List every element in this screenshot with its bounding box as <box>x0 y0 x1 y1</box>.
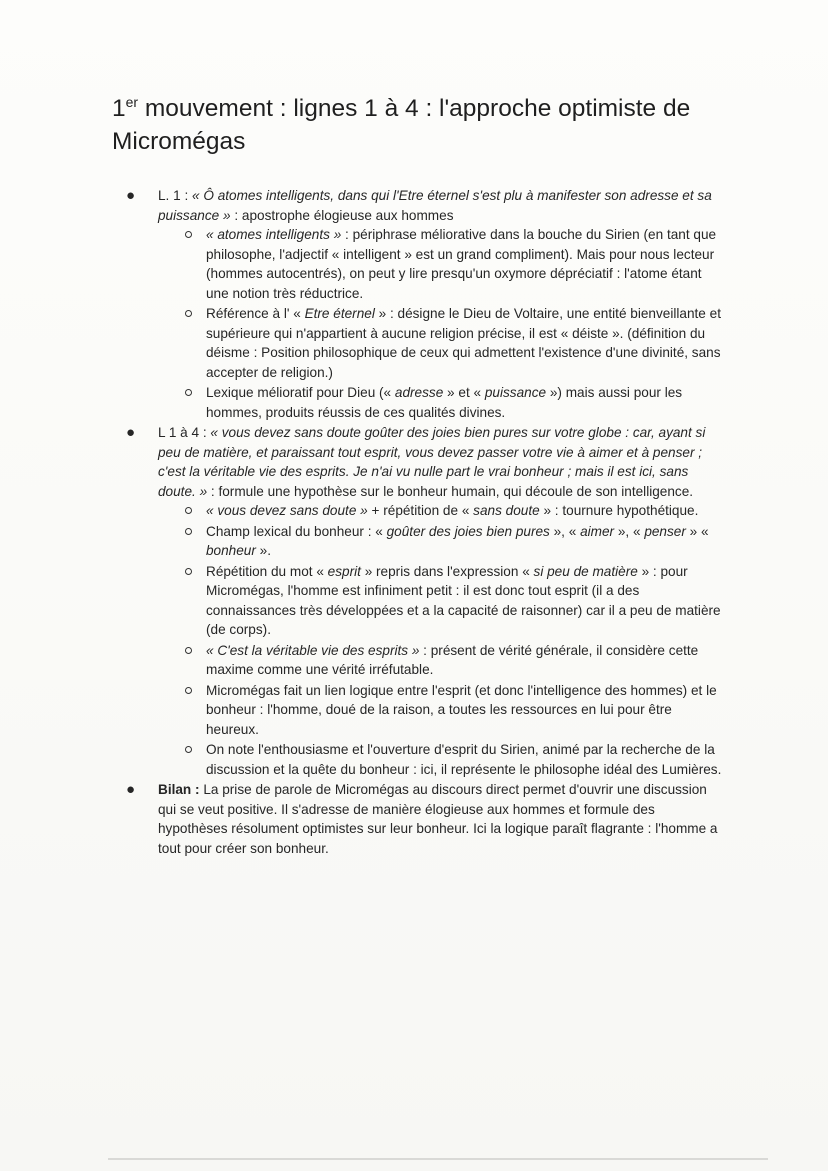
title-prefix: 1 <box>112 95 126 122</box>
text-segment: », « <box>614 523 645 539</box>
quotation: « Ô atomes intelligents, dans qui l'Etre éternel s'est plu à manifester son adresse et sa puissance » <box>158 188 712 223</box>
page-title <box>112 92 752 158</box>
bullet-icon: ● <box>126 781 136 798</box>
text-segment: Répétition du mot « <box>206 563 328 579</box>
text-segment: » : pour Micromégas, l'homme est infiniment petit : il est donc tout esprit (il a des connaissances très développées et a la capacité de raisonner) car il a peu de matière (de corps). <box>206 563 721 637</box>
hollow-bullet-icon <box>185 647 192 654</box>
bullet-icon: ● <box>126 187 136 204</box>
quoted-term: « vous devez sans doute » <box>206 503 368 518</box>
quoted-term: adresse <box>394 385 444 400</box>
hollow-bullet-icon <box>185 310 192 317</box>
quoted-term: esprit <box>327 563 361 579</box>
quoted-term: « C'est la véritable vie des esprits » <box>206 642 420 658</box>
sub-bullet-item <box>206 304 724 382</box>
sub-bullet-item <box>206 383 724 422</box>
quoted-term: si peu de matière <box>533 563 638 579</box>
text-segment: » et « <box>443 385 485 400</box>
text-segment: Lexique mélioratif pour Dieu (« <box>206 385 395 400</box>
commentary: : formule une hypothèse sur le bonheur humain, qui découle de son intelligence. <box>207 483 694 499</box>
hollow-bullet-icon <box>185 507 192 514</box>
bullet-item <box>124 186 724 422</box>
hollow-bullet-icon <box>185 389 192 396</box>
sub-bullet-item <box>206 522 724 561</box>
commentary: : apostrophe élogieuse aux hommes <box>230 207 454 223</box>
text-segment: : présent de vérité générale, il considère cette maxime comme une vérité irréfutable. <box>206 642 699 677</box>
sub-bullet-list <box>158 501 724 779</box>
quoted-term: « atomes intelligents » <box>206 227 342 242</box>
hollow-bullet-icon <box>185 528 192 535</box>
text-segment: », « <box>549 523 581 539</box>
quoted-term: goûter des joies bien pures <box>386 523 550 539</box>
hollow-bullet-icon <box>185 231 192 238</box>
title-text: mouvement : lignes 1 à 4 : l'approche optimiste de Micromégas <box>112 95 691 155</box>
quoted-term: aimer <box>580 523 615 539</box>
quoted-term: sans doute <box>473 503 540 518</box>
sub-bullet-item <box>206 562 724 640</box>
text-segment: » : tournure hypothétique. <box>539 503 699 518</box>
text-segment: » repris dans l'expression « <box>360 563 534 579</box>
hollow-bullet-icon <box>185 687 192 694</box>
sub-bullet-item <box>206 501 724 521</box>
sub-bullet-item <box>206 225 724 303</box>
hollow-bullet-icon <box>185 746 192 753</box>
bullet-intro <box>158 188 712 223</box>
bilan-text: La prise de parole de Micromégas au discours direct permet d'ouvrir une discussion qui se veut positive. Il s'adresse de manière élogieuse aux hommes et formule des hypothèses résolument optimistes sur leur bonheur. Ici la logique paraît flagrante : l'homme a tout pour créer son bonheur. <box>158 782 718 856</box>
bilan-label: Bilan : <box>158 782 200 797</box>
notes-content <box>124 186 724 859</box>
text-segment: Champ lexical du bonheur : « <box>206 523 387 539</box>
text-segment: Micromégas fait un lien logique entre l'esprit (et donc l'intelligence des hommes) et le bonheur : l'homme, doué de la raison, a toutes les ressources en lui pour être heureux. <box>206 682 717 737</box>
sub-bullet-item <box>206 641 724 680</box>
bullet-icon: ● <box>126 424 136 441</box>
main-bullet-list <box>124 186 724 858</box>
text-segment: Référence à l' « <box>206 306 305 321</box>
quoted-term: penser <box>644 523 686 539</box>
text-segment: + répétition de « <box>367 503 474 518</box>
hollow-bullet-icon <box>185 568 192 575</box>
line-reference: L. 1 : <box>158 188 193 203</box>
line-reference: L 1 à 4 : <box>158 425 211 440</box>
sub-bullet-item <box>206 681 724 740</box>
text-segment: » : désigne le Dieu de Voltaire, une entité bienveillante et supérieure qui n'appartient à aucune religion précise, il est « déiste ». (définition du déisme : Position philosophique de ceux qui admettent l'existence d'une divinité, sans accepter de religion.) <box>206 306 721 380</box>
bilan-item <box>124 780 724 858</box>
title-superscript: er <box>125 93 139 110</box>
text-segment: » « <box>685 523 709 539</box>
sub-bullet-list <box>158 225 724 422</box>
sub-bullet-item <box>206 740 724 779</box>
quoted-term: bonheur <box>206 543 256 558</box>
quoted-term: puissance <box>484 385 547 400</box>
bullet-intro <box>158 425 705 499</box>
page-bottom-edge <box>108 1158 768 1160</box>
quoted-term: Etre éternel <box>304 306 375 321</box>
bullet-item <box>124 423 724 779</box>
text-segment: : périphrase méliorative dans la bouche du Sirien (en tant que philosophe, l'adjectif « intelligent » est un grand compliment). Mais pour nous lecteur (hommes autocentrés), on peut y lire presqu'un oxymore dépréciatif : l'atome étant une notion très réductrice. <box>206 227 717 301</box>
text-segment: ») mais aussi pour les hommes, produits réussis de ces qualités divines. <box>206 385 683 420</box>
text-segment: ». <box>255 543 272 558</box>
text-segment: On note l'enthousiasme et l'ouverture d'esprit du Sirien, animé par la recherche de la discussion et la quête du bonheur : ici, il représente le philosophe idéal des Lumières. <box>206 742 722 777</box>
quotation: « vous devez sans doute goûter des joies bien pures sur votre globe : car, ayant si peu de matière, et paraissant tout esprit, vous devez passer votre vie à aimer et à penser ; c'est la véritable vie des esprits. Je n'ai vu nulle part le vrai bonheur ; mais il est ici, sans doute. » <box>158 425 706 499</box>
